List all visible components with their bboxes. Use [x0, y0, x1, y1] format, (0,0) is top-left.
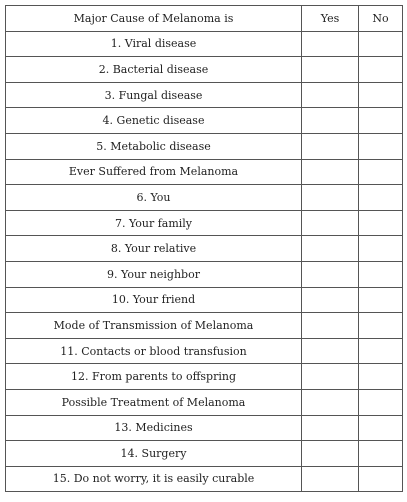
- yes-column-header: Yes: [302, 6, 359, 32]
- row-label: 2. Bacterial disease: [6, 57, 302, 83]
- table-row: [6, 236, 403, 262]
- yes-cell[interactable]: [302, 441, 359, 467]
- no-cell[interactable]: [359, 108, 403, 134]
- yes-cell[interactable]: [302, 313, 359, 339]
- no-cell[interactable]: [359, 133, 403, 159]
- row-label: 9. Your neighbor: [6, 261, 302, 287]
- yes-cell[interactable]: [302, 236, 359, 262]
- row-label: 15. Do not worry, it is easily curable: [6, 466, 302, 492]
- yes-cell[interactable]: [302, 31, 359, 57]
- yes-cell[interactable]: [302, 261, 359, 287]
- section-row: [6, 389, 403, 415]
- table-row: [6, 338, 403, 364]
- table-row: [6, 210, 403, 236]
- table-row: [6, 287, 403, 313]
- yes-cell[interactable]: [302, 210, 359, 236]
- section-row: [6, 159, 403, 185]
- table-row: [6, 133, 403, 159]
- no-cell[interactable]: [359, 441, 403, 467]
- section-label: Ever Suffered from Melanoma: [6, 159, 302, 185]
- no-cell[interactable]: [359, 57, 403, 83]
- yes-cell[interactable]: [302, 82, 359, 108]
- table-row: [6, 185, 403, 211]
- yes-cell[interactable]: [302, 287, 359, 313]
- table-row: [6, 466, 403, 492]
- no-column-header: No: [359, 6, 403, 32]
- section-label: Mode of Transmission of Melanoma: [6, 313, 302, 339]
- row-label: 13. Medicines: [6, 415, 302, 441]
- row-label: 10. Your friend: [6, 287, 302, 313]
- no-cell[interactable]: [359, 338, 403, 364]
- row-label: 7. Your family: [6, 210, 302, 236]
- row-label: 14. Surgery: [6, 441, 302, 467]
- no-cell[interactable]: [359, 236, 403, 262]
- yes-cell[interactable]: [302, 338, 359, 364]
- table-row: [6, 441, 403, 467]
- no-cell[interactable]: [359, 313, 403, 339]
- yes-cell[interactable]: [302, 389, 359, 415]
- yes-cell[interactable]: [302, 159, 359, 185]
- yes-cell[interactable]: [302, 133, 359, 159]
- no-cell[interactable]: [359, 31, 403, 57]
- questionnaire-table: [5, 5, 403, 492]
- table-row: [6, 364, 403, 390]
- row-label: 11. Contacts or blood transfusion: [6, 338, 302, 364]
- yes-cell[interactable]: [302, 415, 359, 441]
- no-cell[interactable]: [359, 159, 403, 185]
- section-row: [6, 313, 403, 339]
- yes-cell[interactable]: [302, 364, 359, 390]
- row-label: 1. Viral disease: [6, 31, 302, 57]
- question-column-header: Major Cause of Melanoma is: [6, 6, 302, 32]
- no-cell[interactable]: [359, 415, 403, 441]
- table-row: [6, 261, 403, 287]
- row-label: 5. Metabolic disease: [6, 133, 302, 159]
- no-cell[interactable]: [359, 287, 403, 313]
- no-cell[interactable]: [359, 82, 403, 108]
- no-cell[interactable]: [359, 389, 403, 415]
- row-label: 6. You: [6, 185, 302, 211]
- no-cell[interactable]: [359, 185, 403, 211]
- no-cell[interactable]: [359, 261, 403, 287]
- row-label: 3. Fungal disease: [6, 82, 302, 108]
- table-row: [6, 31, 403, 57]
- row-label: 8. Your relative: [6, 236, 302, 262]
- yes-cell[interactable]: [302, 57, 359, 83]
- yes-cell[interactable]: [302, 108, 359, 134]
- table-row: [6, 415, 403, 441]
- section-label: Possible Treatment of Melanoma: [6, 389, 302, 415]
- yes-cell[interactable]: [302, 466, 359, 492]
- table-row: [6, 108, 403, 134]
- yes-cell[interactable]: [302, 185, 359, 211]
- table-header-row: [6, 6, 403, 32]
- no-cell[interactable]: [359, 364, 403, 390]
- no-cell[interactable]: [359, 210, 403, 236]
- table-row: [6, 57, 403, 83]
- no-cell[interactable]: [359, 466, 403, 492]
- row-label: 4. Genetic disease: [6, 108, 302, 134]
- row-label: 12. From parents to offspring: [6, 364, 302, 390]
- table-row: [6, 82, 403, 108]
